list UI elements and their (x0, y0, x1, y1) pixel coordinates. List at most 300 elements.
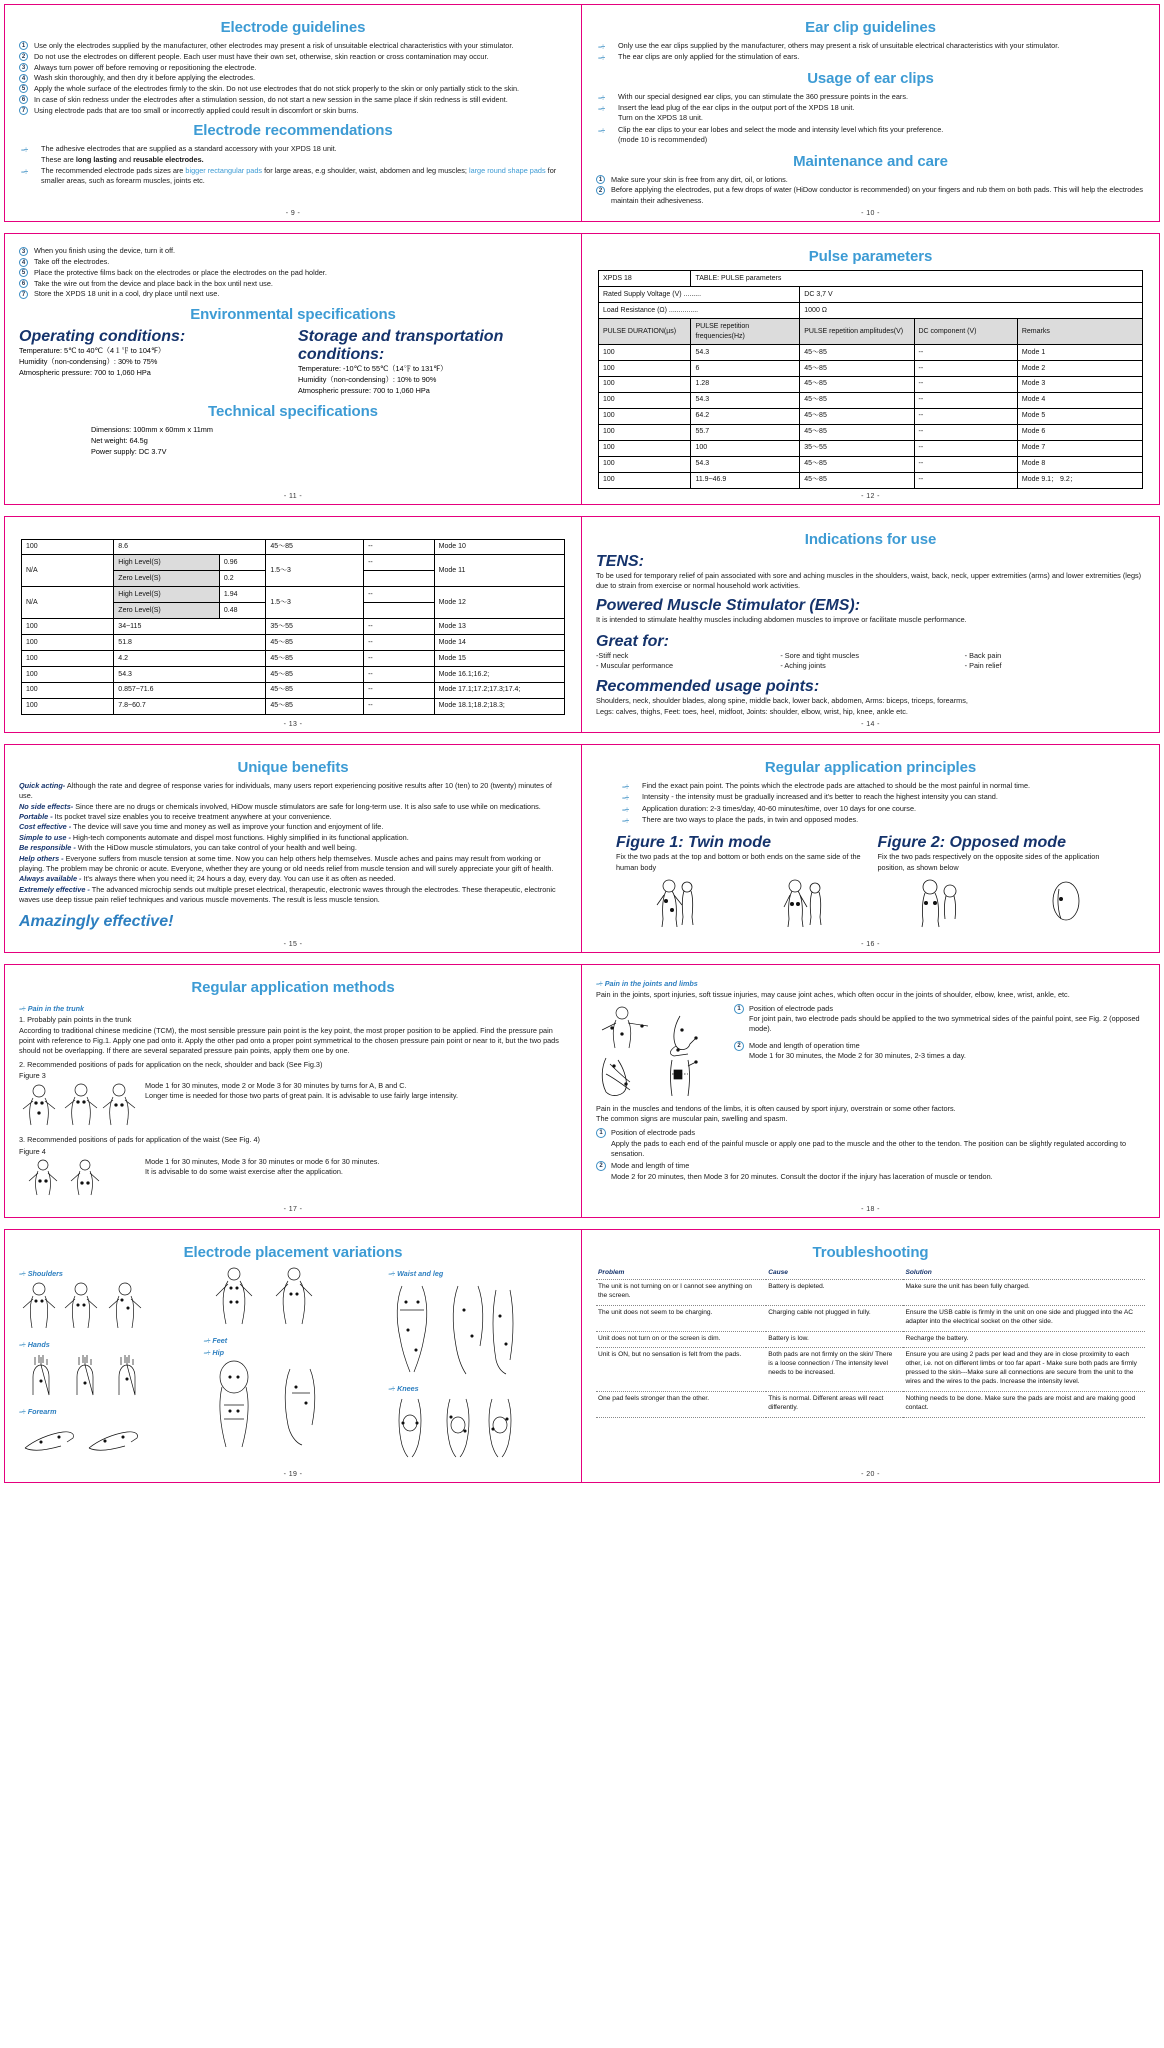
cell: 100 (22, 539, 114, 555)
cell: 45～85 (800, 345, 914, 361)
problem-cell: One pad feels stronger than the other. (596, 1391, 766, 1417)
pulse-parameters-table-wrap (596, 270, 1145, 488)
figure-3-block (19, 1071, 567, 1132)
cell: 35～55 (266, 619, 364, 635)
cell: 7.8~60.7 (114, 698, 266, 714)
cell: 45～85 (800, 472, 914, 488)
list-marker: 3 (19, 63, 28, 72)
problem-cell: The unit does not seem to be charging. (596, 1305, 766, 1331)
cell: Mode 17.1;17.2;17.3;17.4; (434, 682, 564, 698)
page-number: - 15 - (283, 941, 303, 949)
cell: -- (914, 361, 1017, 377)
great-for-label: Great for: (596, 632, 669, 650)
list-item: 6 In case of skin redness under the electrodes after a stimulation session, do not start a new session in the same place if skin redness is still evident. (19, 95, 567, 105)
page-number: - 14 - (861, 721, 880, 729)
cell: 100 (599, 361, 691, 377)
shoulders-placement-image (19, 1280, 147, 1332)
cell: 45～85 (800, 376, 914, 392)
joints-item-3 (596, 1128, 1145, 1159)
problem-cell: The unit is not turning on or I cannot see anything on the screen. (596, 1279, 766, 1305)
cell: -- (364, 682, 435, 698)
product-name-cell: XPDS 18 (599, 271, 691, 287)
list-item: - Pain relief (964, 660, 1002, 670)
cell: 64.2 (691, 408, 800, 424)
dash-arrow-icon: --÷ (388, 1384, 395, 1394)
list-marker: 2 (19, 52, 28, 61)
table-header-row (596, 1266, 1145, 1279)
solution-cell: Nothing needs to be done. Make sure the pads are moist and are making good contact. (903, 1391, 1145, 1417)
list-item: Always available - It's always there when you need it; 24 hours a day, every day. You can use it as often as needed. (19, 874, 396, 884)
cell: Mode 4 (1017, 392, 1142, 408)
pulse-parameters-table-continued (21, 539, 565, 715)
page-title: Electrode guidelines (220, 19, 366, 36)
cell: 0.2 (219, 571, 265, 587)
list-marker: 4 (19, 258, 28, 267)
section-title-recommendations: Electrode recommendations (193, 122, 393, 140)
electrode-recommendations-list (19, 144, 567, 187)
cause-cell: Battery is low. (766, 1331, 903, 1348)
load-resistance-label: Load Resistance (Ω) ............... (599, 303, 800, 319)
section-title-environmental: Environmental specifications (190, 306, 396, 324)
tens-description: To be used for temporary relief of pain associated with sore and aching muscles in the shoulders, waist, back, neck, upper extremities (arms) and lower extremities (legs) due to strain from exercise or normal household work activities. (596, 570, 1142, 590)
cell: Mode 9.1； 9.2； (1017, 472, 1142, 488)
environmental-specs (19, 328, 567, 397)
cell: High Level(S) (114, 555, 220, 571)
list-item: - Back pain (964, 650, 1002, 660)
list-item: 6 Take the wire out from the device and place back in the box until next use. (19, 279, 567, 289)
cell: 100 (22, 682, 114, 698)
list-marker: 1 (596, 175, 605, 184)
table-row (599, 271, 1143, 287)
list-item: Extremely effective - The advanced microchip sends out multiple preset electrical, therapeutic, electronic waves through the electrodes. These therapeutic, electronic waves use deep tissue pain relief techniques and various muscle movements. The result is less muscle tension. (19, 884, 556, 904)
section-title-maintenance: Maintenance and care (793, 152, 948, 170)
spread-17-18 (4, 964, 1160, 1218)
cell: 45～85 (266, 667, 364, 683)
cell: 54.3 (691, 456, 800, 472)
ems-label: Powered Muscle Stimulator (EMS): (596, 597, 861, 615)
list-item: --÷ With our special designed ear clips, you can stimulate the 360 pressure points in the ears. (598, 91, 909, 102)
page-9 (5, 5, 582, 221)
page-number: - 17 - (283, 1206, 303, 1214)
cell: -- (914, 440, 1017, 456)
pulse-parameters-table (598, 270, 1143, 488)
great-for-column-3 (965, 651, 1145, 672)
dash-arrow-icon: --÷ (598, 104, 605, 114)
twin-mode-figure-a (653, 877, 699, 929)
figures-row (596, 834, 1145, 933)
table-row (599, 361, 1143, 377)
figure-1-title: Figure 1: Twin mode (616, 834, 771, 852)
cell: 100 (599, 440, 691, 456)
list-item: --÷ There are two ways to place the pads, in twin and opposed modes. (622, 815, 859, 826)
cell: 100 (599, 392, 691, 408)
list-item: --÷ Only use the ear clips supplied by the manufacturer, others may present a risk of unsuitable electrical characteristics with your stimulator. (598, 41, 1060, 51)
spec-value: Atmospheric pressure: 700 to 1,060 HPa (298, 386, 430, 395)
list-marker: 2 (734, 1041, 744, 1051)
spec-value: Temperature: 5℃ to 40℃（4１℉ to 104℉） (19, 346, 166, 356)
cell: 100 (599, 456, 691, 472)
dash-arrow-icon: --÷ (598, 92, 605, 102)
list-marker: 2 (596, 1161, 606, 1171)
list-item: --÷ The ear clips are only applied for the stimulation of ears. (598, 52, 800, 63)
list-item: --÷ Clip the ear clips to your ear lobes and select the mode and intensity level which fits your preference. (mode 10 is recommended) (598, 124, 944, 145)
great-for-columns (596, 651, 1145, 672)
list-item: - Muscular performance (596, 660, 674, 670)
table-row (22, 539, 565, 555)
cell: -- (914, 345, 1017, 361)
cause-cell: This is normal. Different areas will react differently. (766, 1391, 903, 1417)
figure-3-note: Mode 1 for 30 minutes, mode 2 or Mode 3 for 30 minutes by turns for A, B and C. (145, 1080, 407, 1090)
great-for-column-1 (596, 651, 776, 672)
cell: Mode 1 (1017, 345, 1142, 361)
group-title-forearm: --÷ Forearm (19, 1407, 57, 1417)
cell: 6 (691, 361, 800, 377)
muscles-intro-1: Pain in the muscles and tendons of the limbs, it is often caused by sport injury, overstrain or some other factors. (596, 1103, 956, 1113)
list-item: --÷ Intensity - the intensity must be gradually increased and it's better to reach the highest intensity you can stand. (622, 792, 998, 803)
page-number: - 12 - (861, 492, 880, 500)
storage-conditions (298, 328, 567, 397)
cell: -- (914, 376, 1017, 392)
item-title: Position of electrode pads (749, 1003, 833, 1013)
figure-4-block (19, 1147, 567, 1202)
cell: -- (914, 456, 1017, 472)
cell: 45～85 (800, 408, 914, 424)
list-marker: 1 (19, 41, 28, 50)
page-20 (582, 1230, 1159, 1482)
list-item: Quick acting- Although the rate and degree of response varies for individuals, many users report experiencing positive results after 10 (ten) to 20 (twenty) minutes of use. (19, 781, 552, 801)
cell: 45～85 (266, 635, 364, 651)
table-row (596, 1348, 1145, 1392)
cell: N/A (22, 587, 114, 619)
placement-column-right (388, 1266, 567, 1467)
list-item: --÷ Insert the lead plug of the ear clips in the output port of the XPDS 18 unit. Turn on the XPDS 18 unit. (598, 103, 855, 123)
list-marker: 1 (596, 1128, 606, 1138)
load-resistance-value: 1000 Ω (800, 303, 1143, 319)
figure-1-caption: Fix the two pads at the top and bottom or both ends on the same side of the human body (616, 852, 861, 872)
cell: 8.6 (114, 539, 266, 555)
cell: -- (914, 424, 1017, 440)
list-item: No side effects- Since there are no drugs or chemicals involved, HiDow muscle stimulators are safe for long-term use. It is also safe to use while on medications. (19, 801, 541, 811)
cell: -- (364, 619, 435, 635)
list-marker: 5 (19, 84, 28, 93)
cell: 1.94 (219, 587, 265, 603)
item-text: Apply the pads to each end of the painful muscle or apply one pad to the muscle and the other to the tendon. The position can be slightly regulated according to sensation. (611, 1138, 1127, 1158)
tens-label: TENS: (596, 552, 644, 570)
cell: 45～85 (266, 698, 364, 714)
item-title: Mode and length of operation time (749, 1040, 860, 1050)
cause-cell: Both pads are not firmly on the skin/ There is a loose connection / The intensity level needs to be increased. (766, 1348, 903, 1392)
joints-item-1 (734, 1004, 1145, 1035)
section-title-technical: Technical specifications (208, 402, 378, 420)
cell (364, 603, 435, 619)
dash-arrow-icon: --÷ (596, 979, 602, 989)
list-marker: 2 (596, 186, 605, 195)
page-title: Electrode placement variations (183, 1244, 403, 1262)
list-item: 4 Wash skin thoroughly, and then dry it before applying the electrodes. (19, 73, 567, 83)
cell: 45～85 (266, 539, 364, 555)
dash-arrow-icon: --÷ (21, 145, 28, 155)
cell: Mode 8 (1017, 456, 1142, 472)
item-title: Mode and length of time (611, 1161, 690, 1171)
page-title: Unique benefits (237, 759, 349, 777)
list-item: --÷ The adhesive electrodes that are supplied as a standard accessory with your XPDS 18 unit. These are long lasting and reusable electrodes. (21, 144, 337, 164)
page-number: - 16 - (861, 941, 880, 949)
cell: 45～85 (800, 424, 914, 440)
column-header: PULSE repetition frequencies(Hz) (691, 319, 800, 345)
joints-figures-image (596, 1004, 726, 1100)
table-row (599, 408, 1143, 424)
cell: 100 (22, 619, 114, 635)
column-header: Problem (596, 1266, 766, 1279)
column-header: Cause (766, 1266, 903, 1279)
page-13 (5, 517, 582, 733)
page-15 (5, 745, 582, 952)
table-row (599, 424, 1143, 440)
page-title: Ear clip guidelines (805, 19, 936, 36)
figure-1-images (616, 877, 864, 929)
item-text: For joint pain, two electrode pads should be applied to the two symmetrical sides of the painful point, see Fig. 2 (opposed mode). (749, 1013, 1140, 1034)
page-14 (582, 517, 1159, 733)
figure-3-image (19, 1081, 137, 1127)
table-row (599, 392, 1143, 408)
group-title-shoulders: --÷ Shoulders (19, 1269, 63, 1279)
dash-arrow-icon: --÷ (388, 1269, 395, 1279)
cell: 1.5～3 (266, 587, 364, 619)
trunk-description: According to traditional chinese medicine (TCM), the most sensible pressure pain point is the key point, the most proper position to be applied. Find the pressure pain point with reference to Fig.1. Apply one pad onto it. Apply the other pad onto a proper point symmetrical to the chosen pressure pain point or near to it, but the two pads should not be overlapping. If there are several separated pressure pain points, apply them one by one. (19, 1025, 559, 1056)
table-row (596, 1331, 1145, 1348)
table-row (599, 303, 1143, 319)
table-row (596, 1391, 1145, 1417)
forearm-placement-image (19, 1418, 147, 1462)
placement-column-left (19, 1266, 198, 1467)
solution-cell: Recharge the battery. (903, 1331, 1145, 1348)
cell: N/A (22, 555, 114, 587)
page-title: Pulse parameters (808, 248, 933, 266)
cell: -- (914, 392, 1017, 408)
page-title: Regular application methods (191, 979, 395, 997)
dash-arrow-icon: --÷ (598, 42, 605, 51)
cell: 45～85 (800, 456, 914, 472)
list-item: Portable - Its pocket travel size enables you to receive treatment anywhere at your convenience. (19, 812, 332, 822)
figure-3-note: Longer time is needed for those two parts of great pain. It is advisable to use fairly large intensity. (145, 1091, 458, 1101)
spread-13-14 (4, 516, 1160, 734)
spread-11-12 (4, 233, 1160, 504)
trunk-point-3: 3. Recommended positions of pads for application of the waist (See Fig. 4) (19, 1135, 260, 1145)
page-number: - 10 - (861, 210, 880, 218)
page-number: - 9 - (285, 210, 301, 218)
dash-arrow-icon: --÷ (19, 1340, 25, 1350)
list-item: Cost effective - The device will save you time and money as well as improve your function and enjoyment of life. (19, 822, 384, 832)
list-item: 4 Take off the electrodes. (19, 257, 567, 267)
cell: 100 (22, 635, 114, 651)
figure-1 (616, 834, 864, 933)
placement-groups (19, 1266, 567, 1467)
cell: Mode 3 (1017, 376, 1142, 392)
cell: -- (364, 698, 435, 714)
item-text: Mode 2 for 20 minutes, then Mode 3 for 20 minutes. Consult the doctor if the injury has laceration of muscle or tendon. (611, 1171, 993, 1181)
cell: Mode 10 (434, 539, 564, 555)
list-marker: 6 (19, 95, 28, 104)
spec-value: Humidity（non-condensing）: 10% to 90% (298, 375, 437, 385)
dash-arrow-icon: --÷ (598, 125, 605, 135)
page-10 (582, 5, 1159, 221)
figure-2 (878, 834, 1126, 933)
cell: -- (364, 587, 435, 603)
cause-cell: Charging cable not plugged in fully. (766, 1305, 903, 1331)
cell: -- (364, 539, 435, 555)
table-row (596, 1305, 1145, 1331)
usage-points-text: Shoulders, neck, shoulder blades, along spine, middle back, lower back, abdomen, Arms: biceps, triceps, forearms, (596, 696, 968, 706)
solution-cell: Make sure the unit has been fully charged. (903, 1279, 1145, 1305)
hip-placement-image (204, 1359, 332, 1451)
table-row (599, 376, 1143, 392)
cell: 51.8 (114, 635, 266, 651)
list-item: 1 Use only the electrodes supplied by the manufacturer, other electrodes may present a risk of unsuitable electrical characteristics with your stimulator. (19, 41, 567, 51)
dash-arrow-icon: --÷ (622, 782, 629, 792)
list-item: 5 Place the protective films back on the electrodes or place the electrodes on the pad holder. (19, 268, 567, 278)
list-item: 2 Do not use the electrodes on different people. Each user must have their own set, otherwise, skin reaction or cross contamination may occur. (19, 52, 567, 62)
solution-cell: Ensure you are using 2 pads per lead and they are in close proximity to each other, i.e. not on different limbs or too far apart - Make sure both pads are firmly pressed to the skin---Make sure all connections are secure from the unit to the wires and the wires to the pads. Increase the intensity level. (903, 1348, 1145, 1392)
cell: 45～85 (266, 682, 364, 698)
page-number: - 20 - (861, 1471, 880, 1479)
table-row (599, 345, 1143, 361)
cell: 45～85 (800, 361, 914, 377)
dash-arrow-icon: --÷ (19, 1269, 25, 1279)
list-marker: 7 (19, 106, 28, 115)
table-row (22, 682, 565, 698)
spread-19-20 (4, 1229, 1160, 1483)
table-row (599, 472, 1143, 488)
table-header-row (599, 319, 1143, 345)
cell: Mode 12 (434, 587, 564, 619)
cell: 100 (22, 667, 114, 683)
cell (364, 571, 435, 587)
list-item: 5 Apply the whole surface of the electrodes firmly to the skin. Do not use electrodes that do not stick properly to the skin or only partially stick to the skin. (19, 84, 567, 94)
cell: Mode 5 (1017, 408, 1142, 424)
figure-2-images (878, 877, 1126, 929)
table-row (596, 1279, 1145, 1305)
cell: -- (914, 472, 1017, 488)
cell: -- (364, 555, 435, 571)
group-title-hands: --÷ Hands (19, 1340, 50, 1350)
table-row (22, 698, 565, 714)
table-row (22, 587, 565, 603)
group-title-waist-leg: --÷ Waist and leg (388, 1269, 444, 1279)
table-row (599, 456, 1143, 472)
operating-conditions-title: Operating conditions: (19, 328, 186, 346)
cell: 0.857~71.6 (114, 682, 266, 698)
list-item: Be responsible - With the HiDow muscle stimulators, you can take control of your health and well being. (19, 843, 357, 853)
list-item: 7 Store the XPDS 18 unit in a cool, dry place until next use. (19, 289, 567, 299)
dash-arrow-icon: --÷ (19, 1004, 25, 1014)
cell: 54.3 (691, 345, 800, 361)
principles-list (596, 781, 1145, 826)
cell: 54.3 (114, 667, 266, 683)
page-title: Indications for use (804, 530, 937, 548)
spec-value: Temperature: -10℃ to 55℃（14℉ to 131℉） (298, 364, 448, 374)
cell: Zero Level(S) (114, 603, 220, 619)
page-12 (582, 234, 1159, 503)
column-header: PULSE DURATION(µs) (599, 319, 691, 345)
cell: -- (364, 635, 435, 651)
cell: 55.7 (691, 424, 800, 440)
hands-placement-image (19, 1351, 147, 1399)
table-row (22, 667, 565, 683)
cell: 45～85 (266, 651, 364, 667)
figure-4-image (19, 1157, 137, 1197)
column-header: Remarks (1017, 319, 1142, 345)
list-marker: 7 (19, 290, 28, 299)
great-for-column-2 (780, 651, 960, 672)
page-title: Regular application principles (764, 759, 977, 777)
usage-points-text: Legs: calves, thighs, Feet: toes, heel, midfoot, Joints: shoulder, elbow, wrist, hip, knee, ankle etc. (596, 706, 908, 716)
list-item: --÷ Application duration: 2-3 times/day, 40-60 minutes/time, over 10 days for one course. (622, 803, 917, 814)
table-row (22, 555, 565, 571)
list-marker: 6 (19, 279, 28, 288)
list-item: --÷ Find the exact pain point. The points which the electrode pads are attached to should be the most painful in normal time. (622, 781, 1031, 792)
cell: 1.5～3 (266, 555, 364, 587)
joints-figure-block (596, 1004, 1145, 1100)
cell: Mode 13 (434, 619, 564, 635)
muscles-intro-2: The common signs are muscular pain, swelling and spasm. (596, 1113, 788, 1123)
dash-arrow-icon: --÷ (21, 166, 28, 176)
opposed-mode-figure-a (916, 877, 962, 929)
cell: Zero Level(S) (114, 571, 220, 587)
list-item: Help others - Everyone suffers from muscle tension at some time. Now you can help others help themselves. Muscle aches and pains may result from working or playing. The problem may be chronic or acute. Everyone, whether they are young or old needs relief from muscle tension and will surely appreciate your gift of health. (19, 853, 554, 873)
page-number: - 18 - (861, 1206, 880, 1214)
table-row (599, 287, 1143, 303)
operating-conditions (19, 328, 288, 397)
ear-clip-usage-list (596, 92, 1145, 147)
cell: Mode 6 (1017, 424, 1142, 440)
list-marker: 5 (19, 268, 28, 277)
page-number: - 19 - (283, 1471, 303, 1479)
cell: 100 (599, 424, 691, 440)
cell: 1.28 (691, 376, 800, 392)
table-row (599, 440, 1143, 456)
joints-item-2 (734, 1041, 1145, 1062)
problem-cell: Unit is ON, but no sensation is felt from the pads. (596, 1348, 766, 1392)
list-item: 1 Make sure your skin is free from any dirt, oil, or lotions. (596, 175, 1145, 185)
cell: 4.2 (114, 651, 266, 667)
spec-value: Net weight: 64.5g (91, 435, 148, 445)
list-marker: 3 (19, 247, 28, 256)
figure-4-note: It is advisable to do some waist exercise after the application. (145, 1167, 343, 1177)
back-placement-image (204, 1266, 332, 1328)
page-number: - 11 - (283, 492, 303, 500)
column-header: PULSE repetition amplitudes(V) (800, 319, 914, 345)
cell: -- (364, 651, 435, 667)
page-title: Troubleshooting (812, 1244, 929, 1262)
list-item: -Stiff neck (596, 650, 629, 660)
waist-leg-placement-image (388, 1280, 516, 1376)
column-header: Solution (903, 1266, 1145, 1279)
page-16 (582, 745, 1159, 952)
dash-arrow-icon: --÷ (203, 1348, 210, 1358)
cell: 100 (599, 472, 691, 488)
cell: 0.96 (219, 555, 265, 571)
usage-points-label: Recommended usage points: (596, 678, 820, 696)
list-item: Simple to use - High-tech components automate and dispel most functions. Highly simplified in its functional application. (19, 832, 409, 842)
cell: 34~115 (114, 619, 266, 635)
cell: -- (914, 408, 1017, 424)
rated-voltage-value: DC 3,7 V (800, 287, 1143, 303)
group-title-hip: --÷ Hip (203, 1348, 224, 1358)
cell: Mode 7 (1017, 440, 1142, 456)
dash-arrow-icon: --÷ (622, 793, 629, 803)
knees-placement-image (388, 1395, 516, 1459)
cell: Mode 15 (434, 651, 564, 667)
